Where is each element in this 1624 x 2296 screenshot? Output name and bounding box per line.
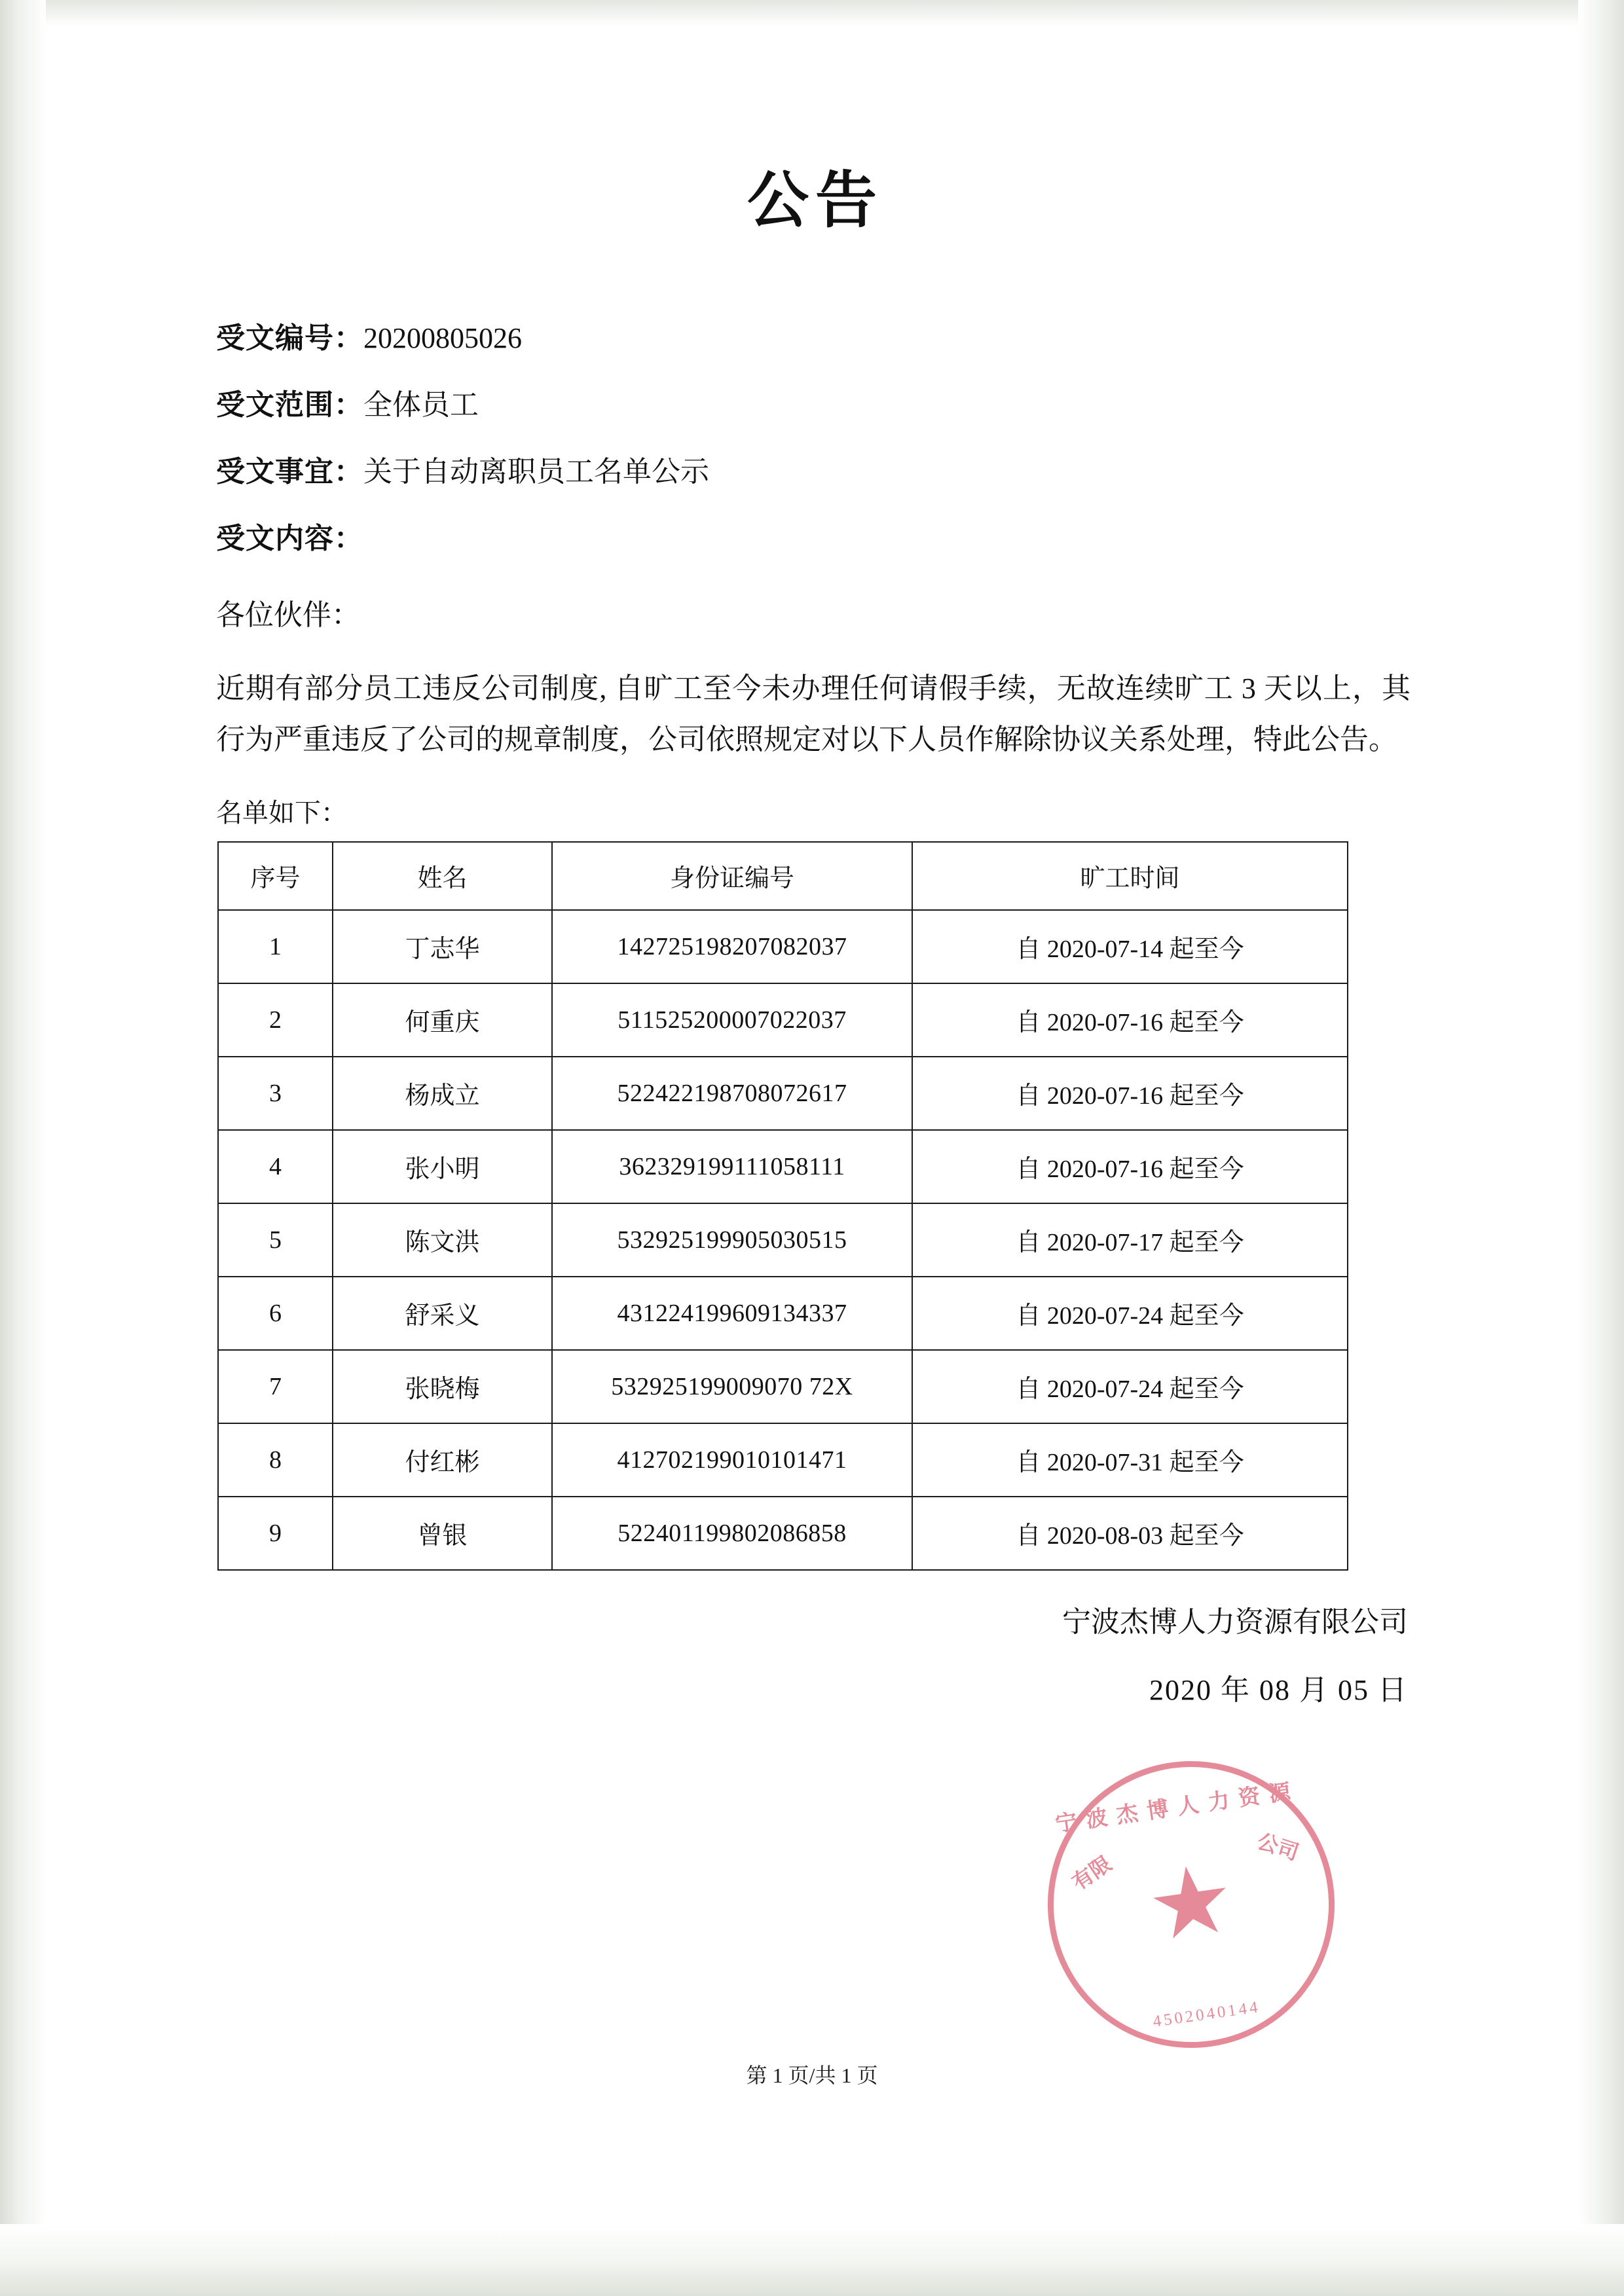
cell-id: 522401199802086858 (552, 1497, 912, 1570)
page-footer: 第 1 页/共 1 页 (746, 2064, 878, 2087)
seal-left-text: 有限 (1067, 1851, 1116, 1895)
cell-time: 自 2020-07-24 起至今 (912, 1350, 1348, 1423)
document-content (216, 0, 1414, 2296)
page-title: 公告 (747, 167, 883, 235)
cell-time: 自 2020-07-16 起至今 (912, 1057, 1348, 1130)
cell-index: 5 (218, 1203, 333, 1277)
cell-name: 张晓梅 (333, 1350, 552, 1423)
cell-id: 532925199009070 72X (552, 1350, 912, 1423)
cell-id: 412702199010101471 (552, 1423, 912, 1497)
meta-value-subject: 关于自动离职员工名单公示 (363, 456, 709, 488)
cell-name: 杨成立 (333, 1057, 552, 1130)
table-header-row (218, 842, 1348, 910)
star-icon: ★ (1146, 1855, 1236, 1953)
column-header-index: 序号 (218, 842, 333, 910)
cell-time: 自 2020-07-17 起至今 (912, 1203, 1348, 1277)
body-text (216, 591, 1414, 766)
cell-time: 自 2020-07-24 起至今 (912, 1277, 1348, 1350)
column-header-name: 姓名 (333, 842, 552, 910)
cell-index: 1 (218, 910, 333, 983)
cell-time: 自 2020-07-16 起至今 (912, 983, 1348, 1057)
table-row (218, 983, 1348, 1057)
cell-name: 何重庆 (333, 983, 552, 1057)
meta-label-subject: 受文事宜： (216, 456, 363, 488)
cell-name: 舒采义 (333, 1277, 552, 1350)
signature-date: 2020 年 08 月 05 日 (1149, 1673, 1408, 1706)
meta-row-subject (216, 458, 1414, 486)
seal-right-text: 公司 (1254, 1829, 1302, 1865)
table-row (218, 1423, 1348, 1497)
column-header-time: 旷工时间 (912, 842, 1348, 910)
meta-block (216, 324, 1414, 553)
scan-edge-right (1578, 0, 1624, 2296)
table-row (218, 1497, 1348, 1570)
cell-time: 自 2020-07-31 起至今 (912, 1423, 1348, 1497)
seal-bottom-text: 4502040144 (1152, 1998, 1262, 2031)
roster-table (217, 841, 1348, 1571)
scan-edge-left (0, 0, 46, 2296)
cell-name: 付红彬 (333, 1423, 552, 1497)
table-row (218, 1130, 1348, 1203)
cell-name: 丁志华 (333, 910, 552, 983)
cell-id: 511525200007022037 (552, 983, 912, 1057)
cell-id: 431224199609134337 (552, 1277, 912, 1350)
cell-time: 自 2020-08-03 起至今 (912, 1497, 1348, 1570)
body-paragraph: 近期有部分员工违反公司制度, 自旷工至今未办理任何请假手续，无故连续旷工 3 天以上，其行为严重违反了公司的规章制度，公司依照规定对以下人员作解除协议关系处理，特此公告。 (216, 672, 1411, 756)
cell-index: 9 (218, 1497, 333, 1570)
meta-value-number: 20200805026 (363, 322, 522, 354)
table-row (218, 910, 1348, 983)
meta-row-content (216, 524, 1414, 553)
meta-label-number: 受文编号： (216, 322, 363, 354)
meta-label-scope: 受文范围： (216, 389, 363, 421)
table-row (218, 1350, 1348, 1423)
table-row (218, 1277, 1348, 1350)
cell-name: 陈文洪 (333, 1203, 552, 1277)
cell-index: 3 (218, 1057, 333, 1130)
cell-index: 6 (218, 1277, 333, 1350)
meta-label-content: 受文内容： (216, 522, 363, 555)
cell-index: 2 (218, 983, 333, 1057)
table-row (218, 1203, 1348, 1277)
signature-block (216, 1598, 1414, 1708)
column-header-id: 身份证编号 (552, 842, 912, 910)
meta-row-number (216, 324, 1414, 353)
list-lead: 名单如下： (216, 797, 347, 828)
cell-time: 自 2020-07-14 起至今 (912, 910, 1348, 983)
cell-index: 8 (218, 1423, 333, 1497)
cell-name: 曾银 (333, 1497, 552, 1570)
cell-name: 张小明 (333, 1130, 552, 1203)
meta-row-scope (216, 391, 1414, 420)
cell-id: 522422198708072617 (552, 1057, 912, 1130)
meta-value-scope: 全体员工 (363, 389, 479, 421)
cell-index: 7 (218, 1350, 333, 1423)
signature-company: 宁波杰博人力资源有限公司 (1062, 1605, 1408, 1638)
cell-index: 4 (218, 1130, 333, 1203)
cell-id: 532925199905030515 (552, 1203, 912, 1277)
cell-id: 362329199111058111 (552, 1130, 912, 1203)
cell-time: 自 2020-07-16 起至今 (912, 1130, 1348, 1203)
salutation: 各位伙伴： (216, 599, 360, 631)
seal-top-text: 宁波杰博人力资源 (1054, 1779, 1301, 1837)
cell-id: 142725198207082037 (552, 910, 912, 983)
table-row (218, 1057, 1348, 1130)
